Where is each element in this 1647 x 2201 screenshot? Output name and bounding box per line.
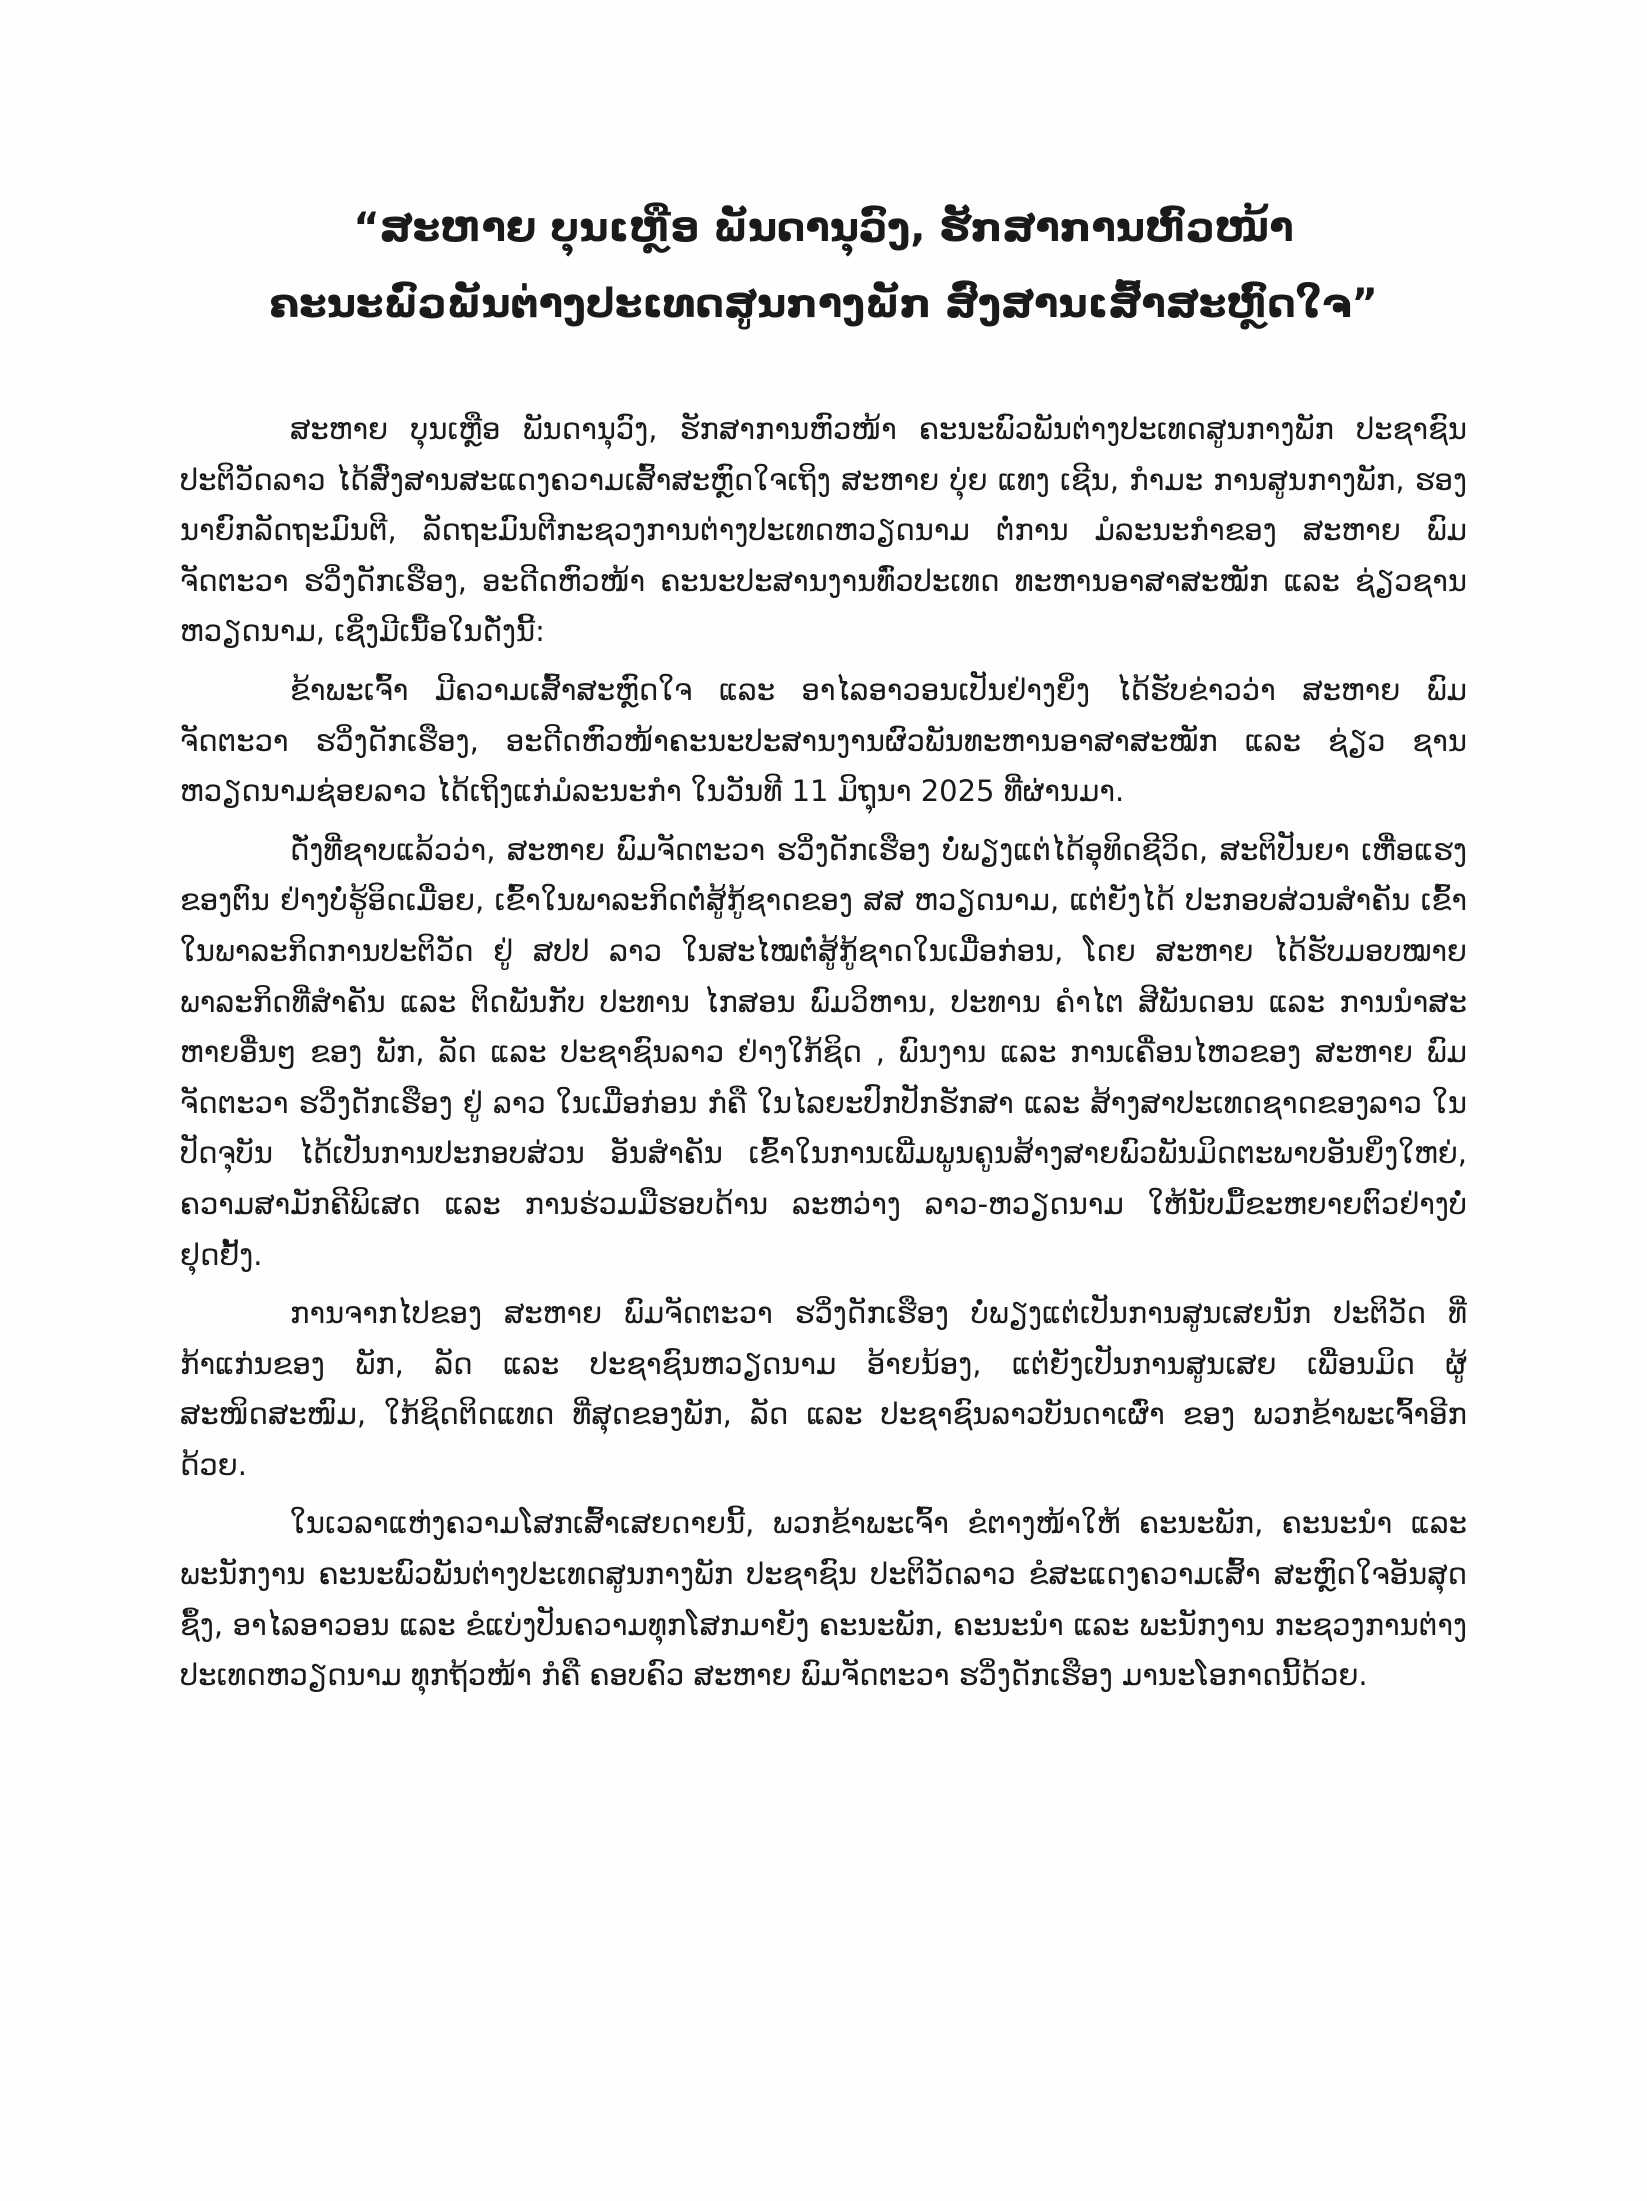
paragraph-contributions: ດັ່ງທີ່ຊາບແລ້ວວ່າ, ສະຫາຍ ພົມຈັດຕະວາ ຮວິ່ງດັກເຮືອງ ບໍ່ພຽງແຕ່ໄດ້ອຸທິດຊີວິດ, ສະຕິປັນຍາ ເຫື່ອແຮງຂອງຕົນ ຢ່າງບໍ່ຮູ້ອິດເມື່ອຍ, ເຂົ້າໃນພາລະກິດຕໍ່ສູ້ກູ້ຊາດຂອງ ສສ ຫວຽດນາມ, ແຕ່ຍັງໄດ້ ປະກອບສ່ວນສຳຄັນ ເຂົ້າໃນພາລະກິດການປະຕິວັດ ຢູ່ ສປປ ລາວ ໃນສະໄໝຕໍ່ສູ້ກູ້ຊາດໃນເມື່ອກ່ອນ, ໂດຍ ສະຫາຍ ໄດ້ຮັບມອບໝາຍພາລະກິດທີ່ສຳຄັນ ແລະ ຕິດພັນກັບ ປະທານ ໄກສອນ ພົມວິຫານ, ປະທານ ຄຳໄຕ ສີພັນດອນ ແລະ ການນຳສະຫາຍອື່ນໆ ຂອງ ພັກ, ລັດ ແລະ ປະຊາຊົນລາວ ຢ່າງໃກ້ຊິດ , ພົນງານ ແລະ ການເຄື່ອນໄຫວຂອງ ສະຫາຍ ພົມຈັດຕະວາ ຮວິ່ງດັກເຮືອງ ຢູ່ ລາວ ໃນເມື່ອກ່ອນ ກໍຄື ໃນໄລຍະປົກປັກຮັກສາ ແລະ ສ້າງສາປະເທດຊາດຂອງລາວ ໃນປັດຈຸບັນ ໄດ້ເປັນການປະກອບສ່ວນ ອັນສຳຄັນ ເຂົ້າໃນການເພີ່ມພູນຄູນສ້າງສາຍພົວພັນມິດຕະພາບອັນຍິ່ງໃຫຍ່, ຄວາມສາມັກຄີພິເສດ ແລະ ການຮ່ວມມືຮອບດ້ານ ລະຫວ່າງ ລາວ-ຫວຽດນາມ ໃຫ້ນັບມື້ຂະຫຍາຍຕົວຢ່າງບໍ່ຢຸດຢັ້ງ. [180, 832, 1467, 1272]
title-line-2: ຄະນະພົວພັນຕ່າງປະເທດສູນກາງພັກ ສົ່ງສານເສົ້າສະຫຼົດໃຈ” [269, 281, 1378, 327]
letter-body [180, 404, 1467, 1701]
paragraph-condolence: ຂ້າພະເຈົ້າ ມີຄວາມເສົ້າສະຫຼົດໃຈ ແລະ ອາໄລອາວອນເປັນຢ່າງຍິ່ງ ໄດ້ຮັບຂ່າວວ່າ ສະຫາຍ ພົມ ຈັດຕະວາ ຮວິ່ງດັກເຮືອງ, ອະດີດຫົວໜ້າຄະນະປະສານງານຜົວພັນທະຫານອາສາສະໝັກ ແລະ ຊ່ຽວ ຊານຫວຽດນາມຊ່ອຍລາວ ໄດ້ເຖິງແກ່ມໍລະນະກຳ ໃນວັນທີ 11 ມິຖຸນາ 2025 ທີ່ຜ່ານມາ. [180, 672, 1467, 809]
title-line-1: “ສະຫາຍ ບຸນເຫຼືອ ພັນດານຸວົງ, ຮັກສາການຫົວໜ້າ [353, 205, 1294, 251]
paragraph-closing: ໃນເວລາແຫ່ງຄວາມໂສກເສົ້າເສຍດາຍນີ້, ພວກຂ້າພະເຈົ້າ ຂໍຕາງໜ້າໃຫ້ ຄະນະພັກ, ຄະນະນຳ ແລະ ພະນັກງານ ຄະນະພົວພັນຕ່າງປະເທດສູນກາງພັກ ປະຊາຊົນ ປະຕິວັດລາວ ຂໍສະແດງຄວາມເສົ້າ ສະຫຼົດໃຈອັນສຸດຊຶ້ງ, ອາໄລອາວອນ ແລະ ຂໍແບ່ງປັນຄວາມທຸກໂສກມາຍັງ ຄະນະພັກ, ຄະນະນຳ ແລະ ພະນັກງານ ກະຊວງການຕ່າງປະເທດຫວຽດນາມ ທຸກຖ້ວໜ້າ ກໍຄື ຄອບຄົວ ສະຫາຍ ພົມຈັດຕະວາ ຮວິ່ງດັກເຮືອງ ມານະໂອກາດນີ້ດ້ວຍ. [180, 1506, 1467, 1693]
paragraph-loss: ການຈາກໄປຂອງ ສະຫາຍ ພົມຈັດຕະວາ ຮວິ່ງດັກເຮືອງ ບໍ່ພຽງແຕ່ເປັນການສູນເສຍນັກ ປະຕິວັດ ທີ່ກ້າແກ່ນຂອງ ພັກ, ລັດ ແລະ ປະຊາຊົນຫວຽດນາມ ອ້າຍນ້ອງ, ແຕ່ຍັງເປັນການສູນເສຍ ເພື່ອນມິດ ຜູ້ສະໜິດສະໜົມ, ໃກ້ຊິດຕິດແທດ ທີ່ສຸດຂອງພັກ, ລັດ ແລະ ປະຊາຊົນລາວບັນດາເຜົ່າ ຂອງ ພວກຂ້າພະເຈົ້າອີກດ້ວຍ. [180, 1296, 1467, 1482]
paragraph-intro: ສະຫາຍ ບຸນເຫຼືອ ພັນດານຸວົງ, ຮັກສາການຫົວໜ້າ ຄະນະພົວພັນຕ່າງປະເທດສູນກາງພັກ ປະຊາຊົນ ປະຕິວັດລາວ ໄດ້ສົ່ງສານສະແດງຄວາມເສົ້າສະຫຼົດໃຈເຖິງ ສະຫາຍ ບຸ່ຍ ແທງ ເຊີນ, ກຳມະ ການສູນກາງພັກ, ຮອງນາຍົກລັດຖະມົນຕີ, ລັດຖະມົນຕີກະຊວງການຕ່າງປະເທດຫວຽດນາມ ຕໍ່ການ ມໍລະນະກຳຂອງ ສະຫາຍ ພົມຈັດຕະວາ ຮວິ່ງດັກເຮືອງ, ອະດີດຫົວໜ້າ ຄະນະປະສານງານທົ່ວປະເທດ ທະຫານອາສາສະໝັກ ແລະ ຊ່ຽວຊານຫວຽດນາມ, ເຊິ່ງມີເນື້ອໃນດັ່ງນີ້: [180, 412, 1467, 649]
document-title [180, 190, 1467, 342]
